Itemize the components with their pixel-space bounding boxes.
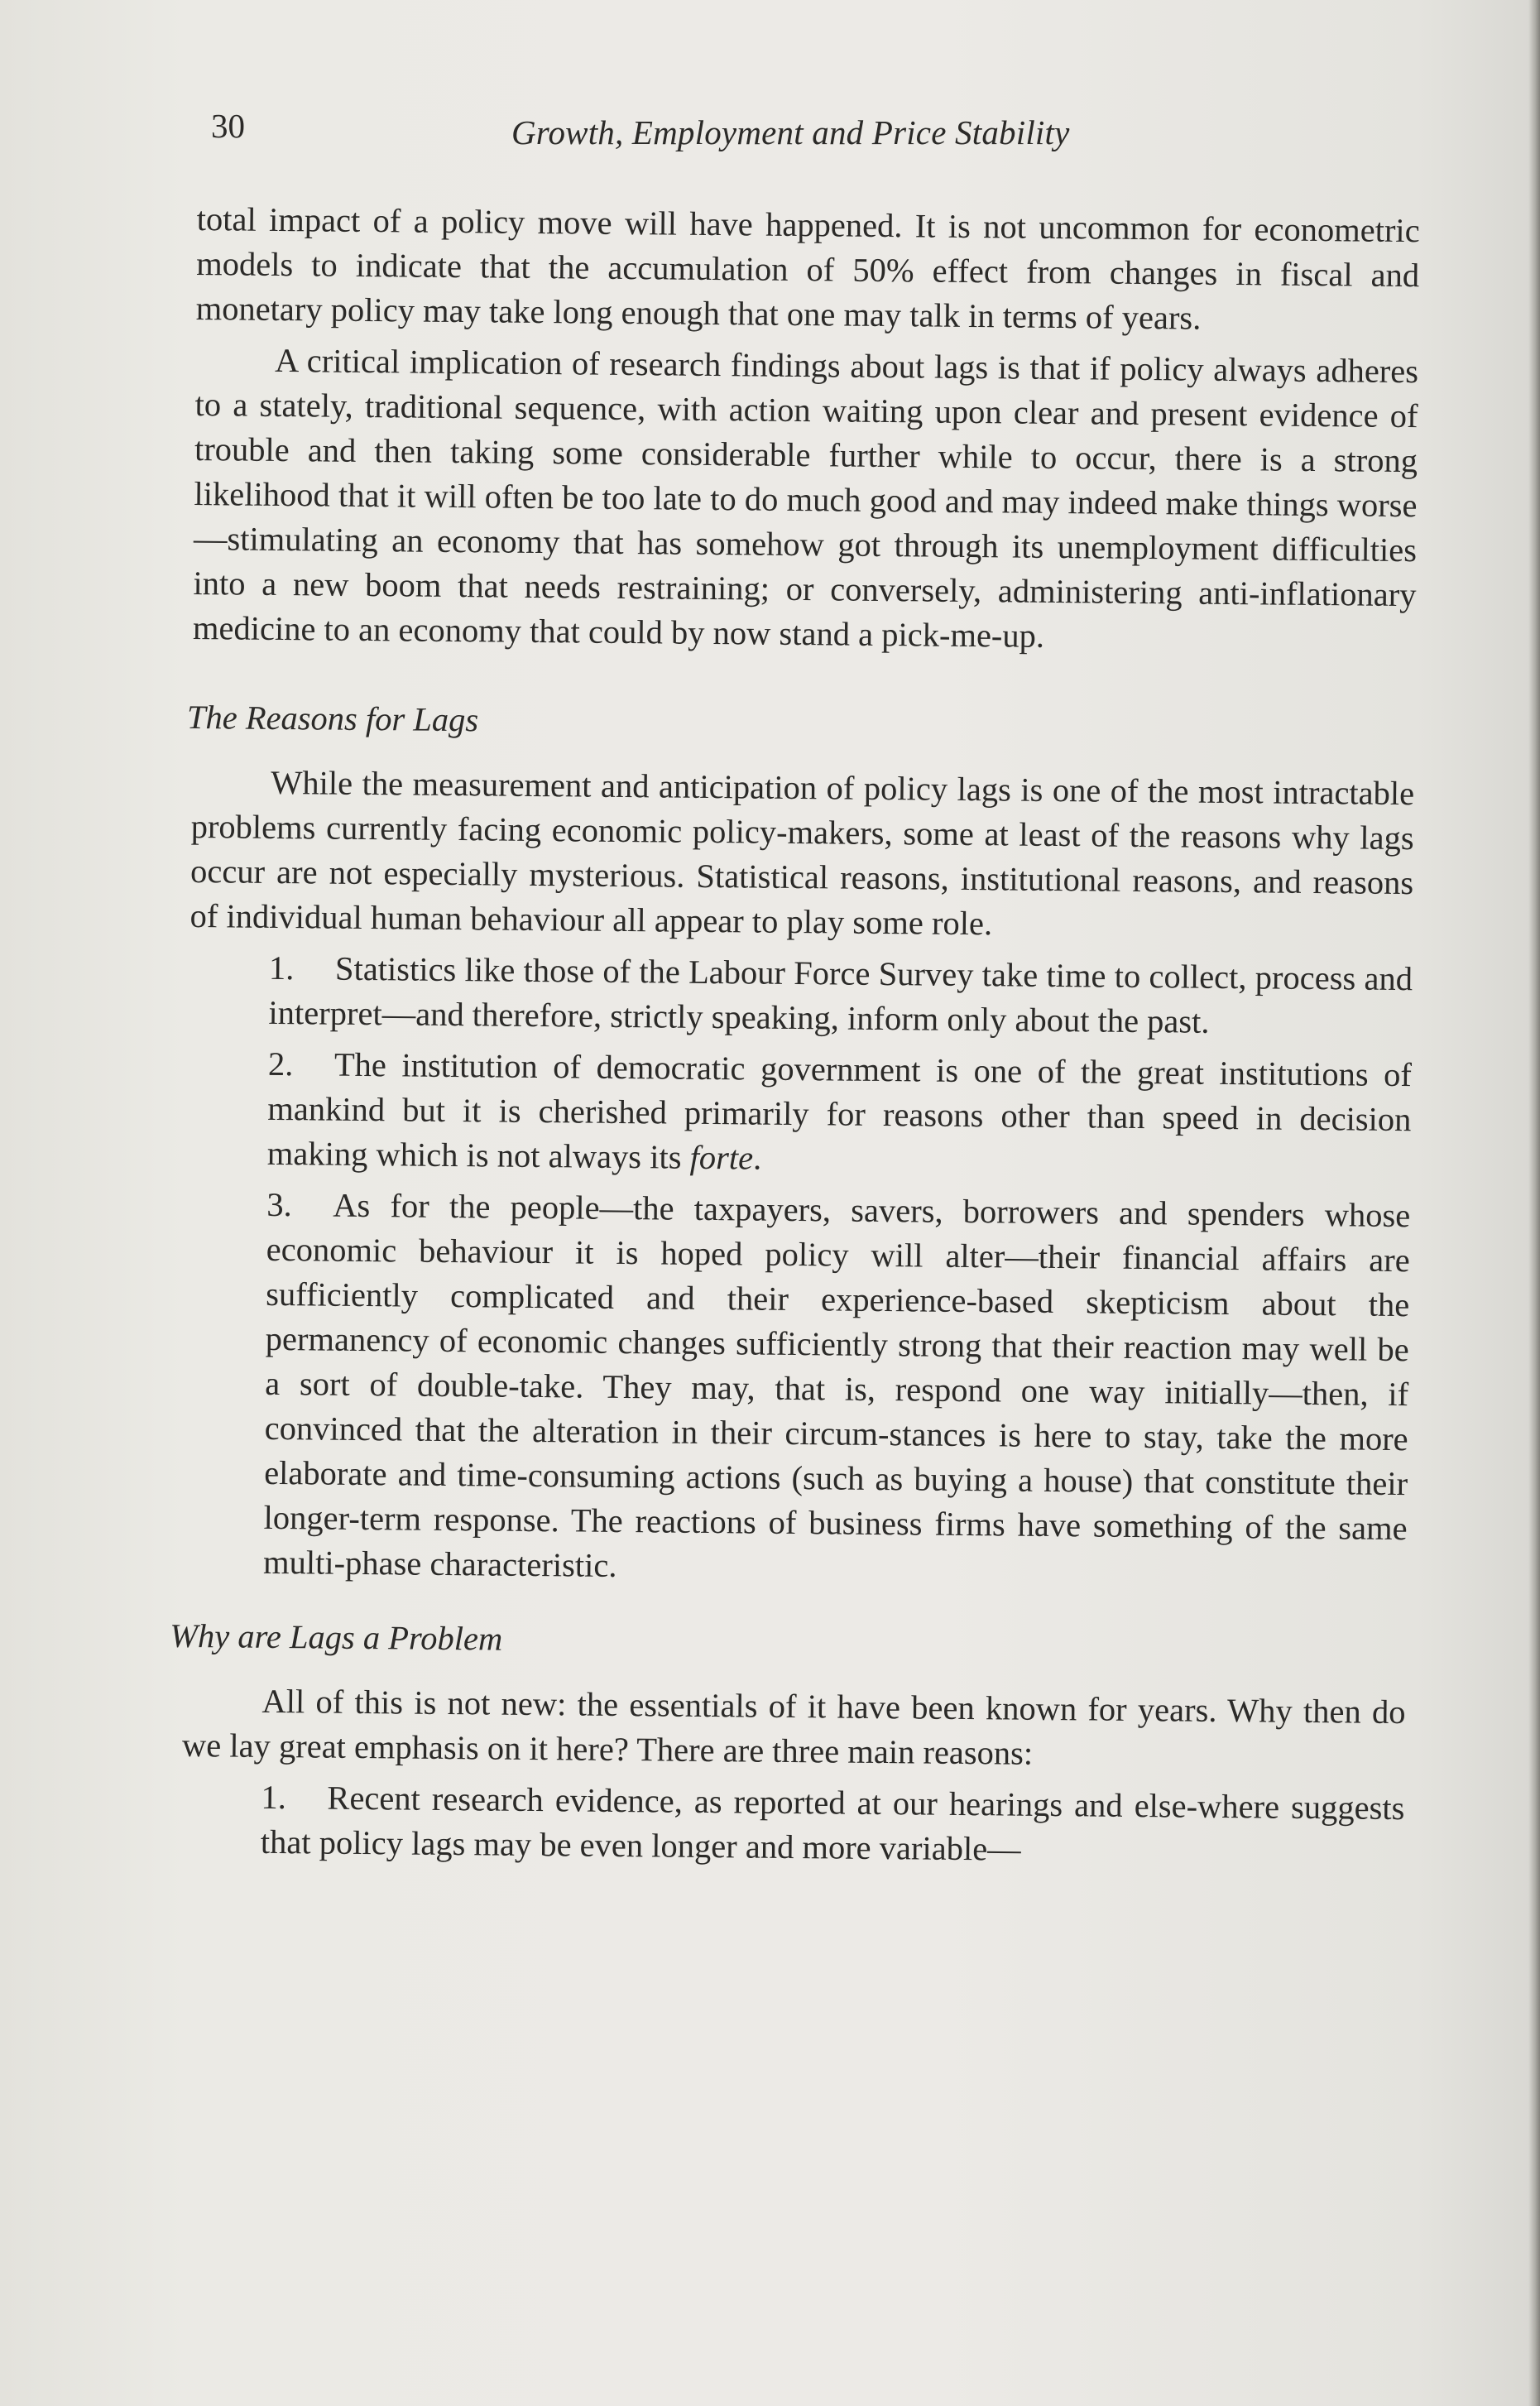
list-item-1-number: 1. [268, 948, 295, 987]
list-item-3-text: As for the people—the taxpayers, savers, borrowers and spenders whose economic behaviour it is hoped policy will alter—their financial affairs are sufficiently complicated and their experience-based skepticism about the permanency of economic changes sufficiently strong that their reaction may well be a sort of double-take. They may, that is, respond one way initially—then, if convinced that the alteration in their circum-stances is here to stay, take the more elaborate and time-consuming actions (such as buying a house) that constitute their longer-term response. The reactions of business firms have something of the same multi-phase characteristic. [262, 1186, 1411, 1584]
list-item-2-end: . [752, 1139, 762, 1177]
list-item-3 [263, 1183, 1411, 1596]
list-item-2-text: The institution of democratic government is one of the great institutions of mankind but it is cherished primarily for reasons other than speed in decision making which is not always its [266, 1045, 1413, 1176]
running-head: Growth, Employment and Price Stability [511, 113, 1070, 151]
list-item-1-text: Statistics like those of the Labour Force Survey take time to collect, process and interpret—and therefore, strictly speaking, inform only about the past. [268, 949, 1413, 1040]
section-heading-reasons-for-lags: The Reasons for Lags [186, 698, 479, 739]
paragraph-1: total impact of a policy move will have happened. It is not uncommon for econometric models to indicate that the accumulation of 50% effect from changes in fiscal and monetary policy may take long enough that one may talk in terms of years. [195, 199, 1420, 337]
paragraph-3: While the measurement and anticipation of policy lags is one of the most intractable problems currently facing economic policy-makers, some at least of the reasons why lags occur are not especially mysterious. Statistical reasons, institutional reasons, and reasons of individual human behaviour all appear to play some role. [190, 763, 1415, 943]
list-item-4-number: 1. [261, 1778, 287, 1817]
list-item-2-italic-word: forte [689, 1138, 754, 1177]
page-number: 30 [211, 107, 245, 145]
page-spine-shadow [1528, 0, 1540, 2406]
section-heading-why-lags-problem: Why are Lags a Problem [170, 1616, 503, 1658]
list-item-2 [267, 1042, 1412, 1187]
list-item-3-number: 3. [266, 1185, 292, 1224]
list-item-4 [261, 1775, 1405, 1875]
list-item-2-number: 2. [267, 1045, 294, 1083]
page-header [211, 98, 1386, 156]
list-item-4-text: Recent research evidence, as reported at our hearings and else-where suggests that policy lags may be even longer and more variable— [260, 1779, 1405, 1868]
page-body [170, 197, 1420, 1882]
paragraph-2: A critical implication of research findings about lags is that if policy always adheres to a stately, traditional sequence, with action waiting upon clear and present evidence of trouble and then taking some considerable further while to occur, there is a strong likelihood that it will often be too late to do much good and may indeed make things worse—stimulating an economy that has somehow got through its unemployment difficulties into a new boom that needs restraining; or conversely, administering anti-inflationary medicine to an economy that could by now stand a pick-me-up. [192, 341, 1419, 655]
paragraph-4: All of this is not new: the essentials of it have been known for years. Why then do we lay great emphasis on it here? There are three main reasons: [181, 1682, 1406, 1772]
list-item-1 [268, 946, 1413, 1046]
